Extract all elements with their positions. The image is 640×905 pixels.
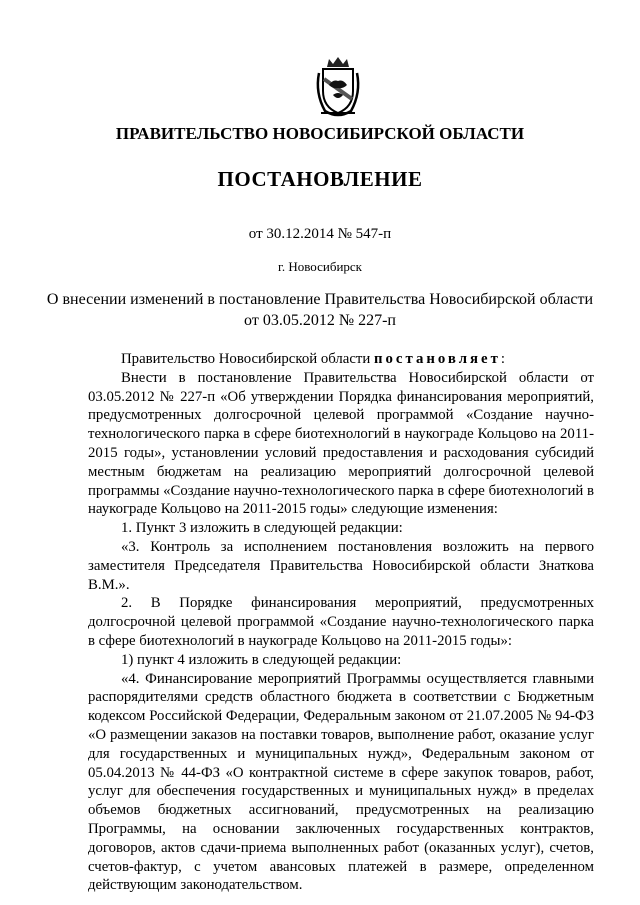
paragraph-5: 1) пункт 4 изложить в следующей редакции: xyxy=(121,651,402,668)
document-city: г. Новосибирск xyxy=(277,259,362,274)
paragraph-1: Внести в постановление Правительства Новосибирской области от 03.05.2012 № 227-п «Об утверждении Порядка финансирования мероприятий, предусмотренных долгосрочной целевой программой «Создание научно-технологического парка в сфере биотехнологий в наукограде Кольцово на 2011-2015 годы», установлении условий предоставления и расходования субсидий местным бюджетам на реализацию мероприятий долгосрочной целевой программы «Создание научно-технологического парка в сфере биотехнологий в наукограде Кольцово на 2011-2015 годы» следующие изменения: xyxy=(88,369,594,518)
document-subject xyxy=(0,289,640,331)
preamble-suffix: : xyxy=(500,351,505,367)
document-date-number: от 30.12.2014 № 547-п xyxy=(248,226,392,242)
subject-line-2: от 03.05.2012 № 227-п xyxy=(244,312,396,329)
organization-name: ПРАВИТЕЛЬСТВО НОВОСИБИРСКОЙ ОБЛАСТИ xyxy=(115,124,525,143)
document-type: ПОСТАНОВЛЕНИЕ xyxy=(217,167,423,191)
paragraph-6: «4. Финансирование мероприятий Программы осуществляется главными распорядителями средств областного бюджета в соответствии с Бюджетным кодексом Российской Федерации, Федеральным законом от 21.07.2005 № 94-ФЗ «О размещении заказов на поставки товаров, выполнение работ, оказание услуг для государственных и муниципальных нужд», Федеральным законом от 05.04.2013 № 44-ФЗ «О контрактной системе в сфере закупок товаров, работ, услуг для обеспечения государственных и муниципальных нужд» в пределах объемов бюджетных ассигнований, предусмотренных на реализацию Программы, на основании заключенных государственных контрактов, договоров, актов сдачи-приема выполненных работ (оказанных услуг), счетов, счетов-фактур, с учетом авансовых платежей в размере, определенном действующим законодательством. xyxy=(88,670,594,894)
preamble-keyword: постановляет xyxy=(374,351,501,367)
paragraph-3: «3. Контроль за исполнением постановления возложить на первого заместителя Председателя Правительства Новосибирской области Знаткова В.М.». xyxy=(88,538,594,593)
paragraph-2: 1. Пункт 3 изложить в следующей редакции: xyxy=(121,520,403,537)
preamble-prefix: Правительство Новосибирской области xyxy=(121,351,371,367)
paragraph-4: 2. В Порядке финансирования мероприятий, предусмотренных долгосрочной целевой программой «Создание научно-технологического парка в сфере биотехнологий в наукограде Кольцово на 2011-2015 годы»: xyxy=(88,595,594,649)
document-body xyxy=(88,350,594,895)
coat-of-arms-icon xyxy=(305,55,371,121)
subject-line-1: О внесении изменений в постановление Правительства Новосибирской области xyxy=(46,291,594,308)
preamble xyxy=(88,350,594,369)
